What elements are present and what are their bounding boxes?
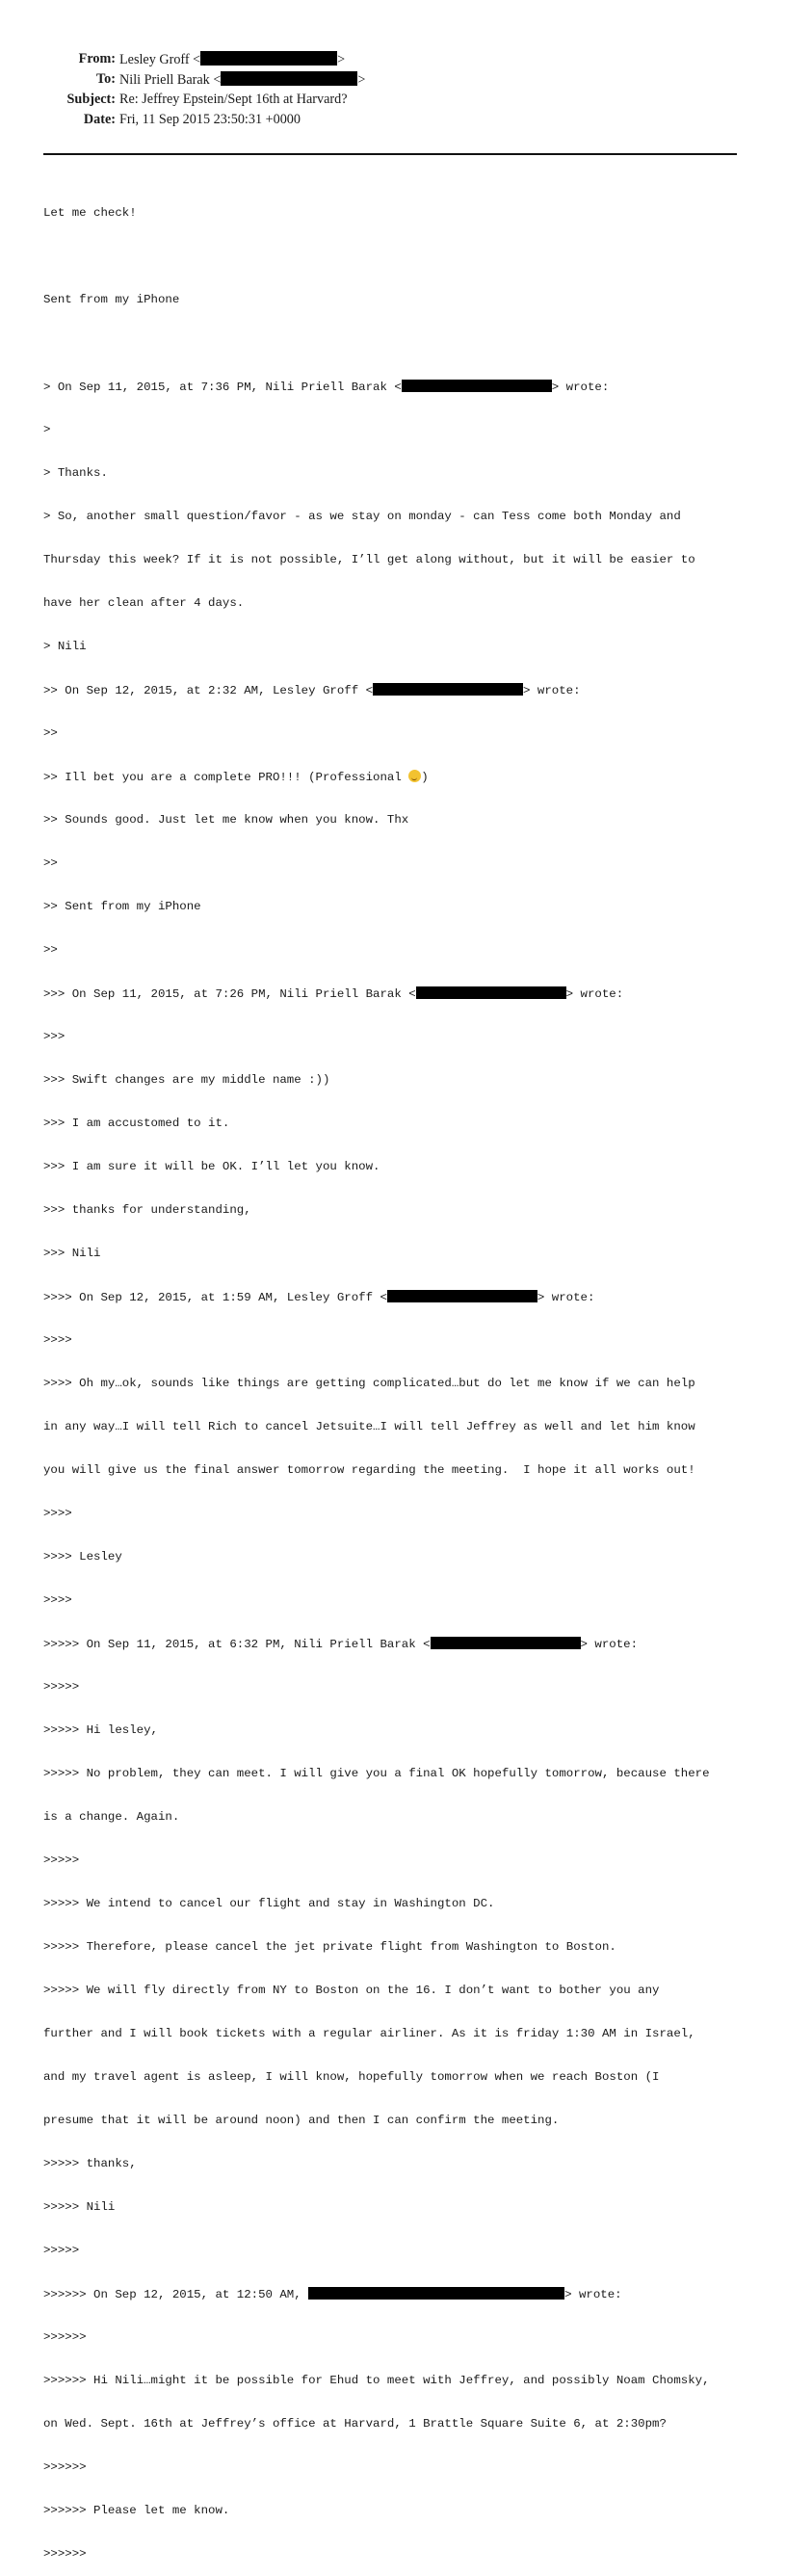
body-line: Thursday this week? If it is not possible, I’ll get along without, but it will be easier to xyxy=(43,553,695,566)
redacted-email xyxy=(387,1290,537,1302)
body-line: >> xyxy=(43,943,58,957)
body-line: >>>> Oh my…ok, sounds like things are getting complicated…but do let me know if we can help xyxy=(43,1377,695,1390)
body-line: >>>>> We will fly directly from NY to Boston on the 16. I don’t want to bother you any xyxy=(43,1984,660,1997)
redacted-email xyxy=(221,71,357,86)
body-line: >>>>>> xyxy=(43,2460,87,2474)
body-line: >>> Swift changes are my middle name :)) xyxy=(43,1073,330,1087)
body-line: > Nili xyxy=(43,640,87,653)
to-label: To: xyxy=(96,71,116,87)
body-line: >>>> Lesley xyxy=(43,1550,122,1564)
quote-header: >>> On Sep 11, 2015, at 7:26 PM, Nili Priell Barak < > wrote: xyxy=(43,987,624,1001)
from-row: From: Lesley Groff < > xyxy=(78,51,346,67)
body-line: >>>>>> Please let me know. xyxy=(43,2504,230,2517)
quote-header: >>>>> On Sep 11, 2015, at 6:32 PM, Nili Priell Barak < > wrote: xyxy=(43,1638,639,1651)
body-line: >>>>> Therefore, please cancel the jet private flight from Washington to Boston. xyxy=(43,1940,616,1954)
body-line: > Thanks. xyxy=(43,466,108,480)
body-line: >>> thanks for understanding, xyxy=(43,1203,251,1217)
body-line: and my travel agent is asleep, I will know, hopefully tomorrow when we reach Boston (I xyxy=(43,2070,660,2084)
date-row xyxy=(0,112,786,132)
body-line: >>> I am sure it will be OK. I’ll let you know. xyxy=(43,1160,380,1173)
body-line: >>>>> xyxy=(43,1680,80,1694)
body-line: >> Ill bet you are a complete PRO!!! (Professional ) xyxy=(43,771,429,784)
body-line: >>>>> xyxy=(43,1853,80,1867)
body-line: >>>>>> xyxy=(43,2547,87,2561)
body-line: >>>>> We intend to cancel our flight and stay in Washington DC. xyxy=(43,1897,495,1910)
body-line: >> xyxy=(43,856,58,870)
body-line: >> Sent from my iPhone xyxy=(43,900,201,913)
body-line: Let me check! xyxy=(43,206,137,220)
redacted-email xyxy=(416,986,566,999)
from-label: From: xyxy=(78,51,116,66)
body-line: > So, another small question/favor - as we stay on monday - can Tess come both Monday and xyxy=(43,510,681,523)
redacted-email xyxy=(373,683,523,696)
body-line: >>> xyxy=(43,1030,66,1043)
body-line: >>>>> Nili xyxy=(43,2200,116,2214)
email-header xyxy=(0,51,786,132)
to-value: Nili Priell Barak < xyxy=(119,72,222,88)
body-line: >>>>> xyxy=(43,2244,80,2257)
subject-label: Subject: xyxy=(66,92,116,107)
redacted-email xyxy=(402,380,552,392)
body-line: >>>> xyxy=(43,1593,72,1607)
to-row: To: Nili Priell Barak < > xyxy=(96,71,366,88)
redacted-sender xyxy=(308,2287,564,2300)
body-line: on Wed. Sept. 16th at Jeffrey’s office at Harvard, 1 Brattle Square Suite 6, at 2:30pm? xyxy=(43,2417,667,2431)
body-line: >>> Nili xyxy=(43,1247,101,1260)
quote-header: >>>>>> On Sep 12, 2015, at 12:50 AM, > wrote: xyxy=(43,2288,622,2301)
body-line: presume that it will be around noon) and then I can confirm the meeting. xyxy=(43,2114,560,2127)
body-line: >>>>> Hi lesley, xyxy=(43,1723,158,1737)
redacted-email xyxy=(200,51,337,66)
subject-value: Re: Jeffrey Epstein/Sept 16th at Harvard? xyxy=(119,92,348,107)
body-line: >>> I am accustomed to it. xyxy=(43,1117,230,1130)
email-body xyxy=(43,177,747,2576)
winking-face-icon xyxy=(408,770,421,782)
body-line: >> Sounds good. Just let me know when you know. Thx xyxy=(43,813,409,827)
from-value: Lesley Groff < xyxy=(119,52,201,67)
quote-header: >> On Sep 12, 2015, at 2:32 AM, Lesley Groff < > wrote: xyxy=(43,684,581,697)
date-value: Fri, 11 Sep 2015 23:50:31 +0000 xyxy=(119,112,301,127)
body-line: have her clean after 4 days. xyxy=(43,596,245,610)
quote-header: > On Sep 11, 2015, at 7:36 PM, Nili Priell Barak < > wrote: xyxy=(43,381,610,394)
body-line: >>>> xyxy=(43,1507,72,1520)
body-line: >> xyxy=(43,726,58,740)
date-label: Date: xyxy=(83,112,116,127)
body-line: in any way…I will tell Rich to cancel Jetsuite…I will tell Jeffrey as well and let him know xyxy=(43,1420,695,1433)
subject-row xyxy=(0,92,786,112)
quote-header: >>>> On Sep 12, 2015, at 1:59 AM, Lesley Groff < > wrote: xyxy=(43,1291,595,1304)
body-line: you will give us the final answer tomorrow regarding the meeting. I hope it all works out! xyxy=(43,1463,695,1477)
body-line: >>>> xyxy=(43,1333,72,1347)
header-divider xyxy=(43,153,737,155)
body-line: Sent from my iPhone xyxy=(43,293,180,306)
redacted-email xyxy=(431,1637,581,1649)
body-line: >>>>>> Hi Nili…might it be possible for Ehud to meet with Jeffrey, and possibly Noam Chomsky, xyxy=(43,2374,710,2387)
body-line: > xyxy=(43,423,51,436)
body-line: >>>>> thanks, xyxy=(43,2157,137,2170)
body-line: >>>>>> xyxy=(43,2330,87,2344)
body-line: further and I will book tickets with a regular airliner. As it is friday 1:30 AM in Israel, xyxy=(43,2027,695,2040)
body-line: >>>>> No problem, they can meet. I will give you a final OK hopefully tomorrow, because there xyxy=(43,1767,710,1780)
body-line: is a change. Again. xyxy=(43,1810,180,1824)
